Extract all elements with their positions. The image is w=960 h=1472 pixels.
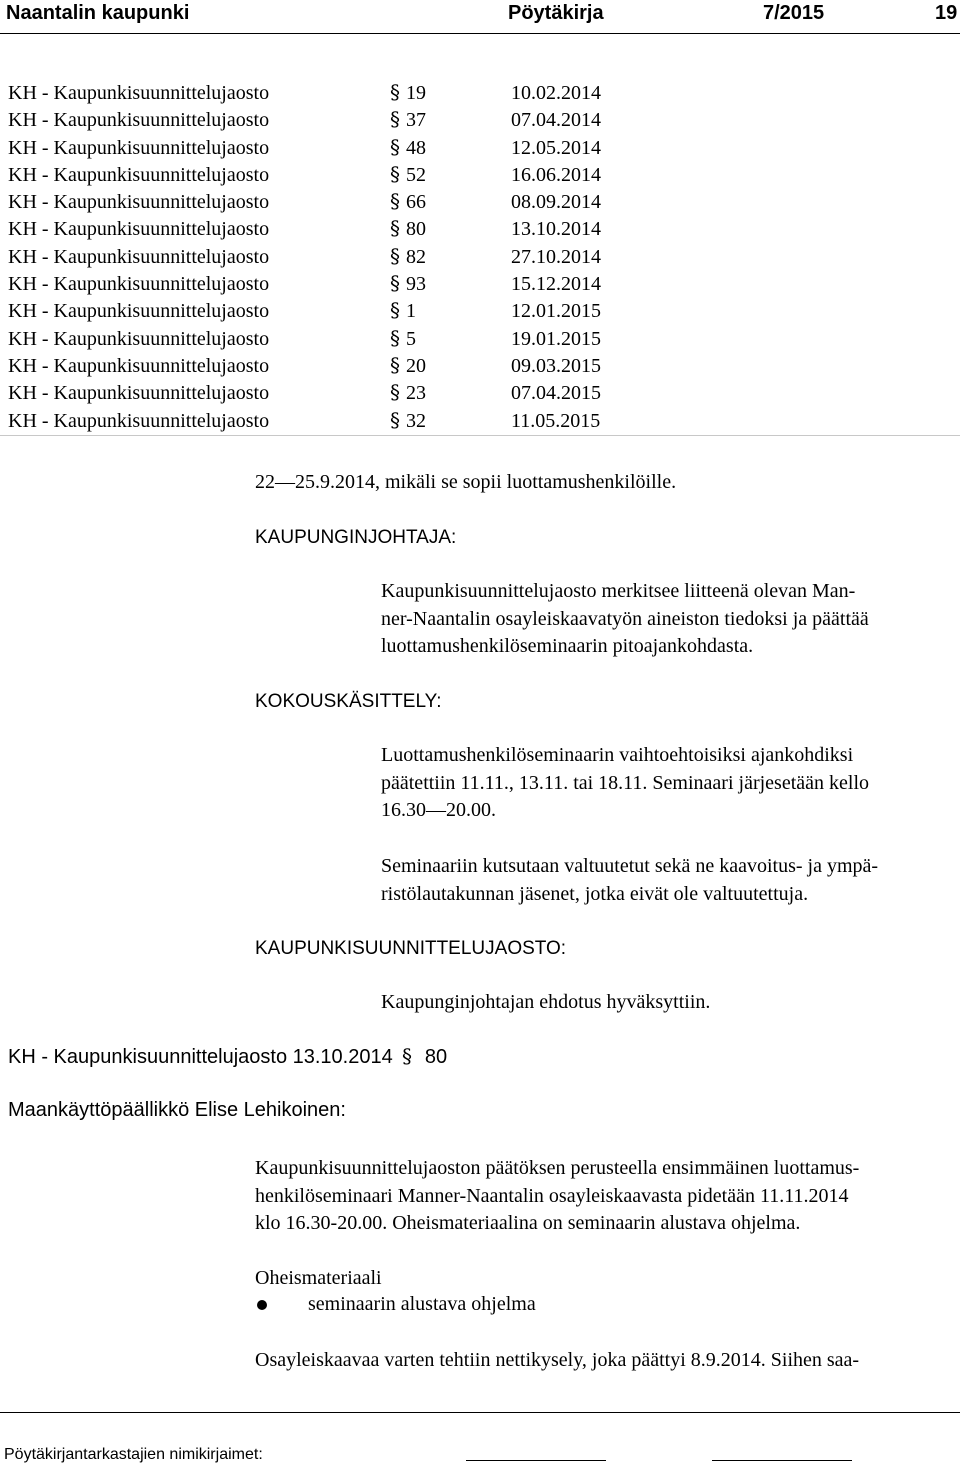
section-number: 80 — [424, 1046, 448, 1068]
handling-line: ristölautakunnan jäsenet, jotka eivät ole valtuutettuja. — [381, 882, 809, 905]
proposal-line: ner-Naantalin osayleiskaavatyön aineiston tiedoksi ja päättää — [381, 607, 869, 630]
history-row-number: 23 — [406, 382, 426, 405]
handling-line: 16.30—20.00. — [381, 799, 496, 821]
history-row-body: KH - Kaupunkisuunnittelujaosto — [8, 300, 270, 323]
svg-text:§: § — [390, 271, 400, 294]
section-paragraph-icon — [389, 216, 403, 238]
section-paragraph-icon — [389, 326, 403, 348]
history-row — [8, 135, 648, 162]
header-page-number: 19 — [935, 2, 958, 24]
history-row — [8, 298, 648, 325]
history-row — [8, 326, 648, 353]
main-paragraph — [255, 1155, 859, 1238]
history-row-number: 19 — [406, 82, 426, 104]
history-row — [8, 162, 648, 189]
history-row-date: 12.01.2015 — [511, 300, 601, 323]
history-row-number: 52 — [406, 163, 426, 186]
history-row-date: 27.10.2014 — [511, 245, 601, 268]
section-paragraph-icon — [389, 135, 403, 157]
attachments-title: Oheismateriaali — [255, 1267, 382, 1289]
handling-line: Luottamushenkilöseminaarin vaihtoehtoisiksi ajankohdiksi — [381, 744, 854, 766]
history-row-number: 80 — [406, 218, 426, 241]
history-list — [8, 80, 648, 435]
history-row — [8, 271, 648, 298]
bullet-icon — [257, 1300, 267, 1310]
svg-text:§: § — [390, 243, 400, 266]
history-row-body: KH - Kaupunkisuunnittelujaosto — [8, 163, 270, 186]
history-row — [8, 353, 648, 380]
svg-text:§: § — [390, 161, 400, 184]
attachment-item: seminaarin alustava ohjelma — [308, 1293, 536, 1315]
history-row-body: KH - Kaupunkisuunnittelujaosto — [8, 109, 270, 132]
svg-text:§: § — [390, 380, 400, 403]
proposal-line: Kaupunkisuunnittelujaosto merkitsee liitteenä olevan Man- — [381, 580, 856, 602]
decision-text: Kaupunginjohtajan ehdotus hyväksyttiin. — [381, 991, 711, 1013]
svg-text:§: § — [390, 134, 400, 157]
history-row-body: KH - Kaupunkisuunnittelujaosto — [8, 245, 270, 268]
history-row-date: 15.12.2014 — [511, 273, 601, 296]
history-row-number: 93 — [406, 273, 426, 296]
history-divider — [0, 435, 960, 436]
survey-text: Osayleiskaavaa varten tehtiin nettikysely, joka päättyi 8.9.2014. Siihen saa- — [255, 1349, 860, 1371]
proposal-line: luottamushenkilöseminaarin pitoajankohdasta. — [381, 635, 754, 657]
history-row — [8, 216, 648, 243]
section-paragraph-icon — [389, 244, 403, 266]
history-row-date: 12.05.2014 — [511, 136, 601, 159]
svg-text:§: § — [390, 107, 400, 130]
paragraph-line: klo 16.30-20.00. Oheismateriaalina on seminaarin alustava ohjelma. — [255, 1212, 801, 1234]
history-row-body: KH - Kaupunkisuunnittelujaosto — [8, 191, 270, 214]
section-paragraph-icon — [389, 271, 403, 293]
section-paragraph-icon — [389, 298, 403, 320]
label-kaupunkisuunnittelujaosto: KAUPUNKISUUNNITTELUJAOSTO: — [255, 938, 567, 959]
svg-text:§: § — [390, 407, 400, 430]
proposal-text — [381, 578, 869, 661]
section-paragraph-icon — [389, 408, 403, 430]
svg-text:§: § — [390, 352, 400, 375]
page-header — [0, 0, 960, 30]
history-row-body: KH - Kaupunkisuunnittelujaosto — [8, 327, 270, 350]
history-row-body: KH - Kaupunkisuunnittelujaosto — [8, 354, 270, 377]
history-row-date: 16.06.2014 — [511, 163, 601, 186]
presenter: Maankäyttöpäällikkö Elise Lehikoinen: — [8, 1099, 346, 1121]
label-kaupunginjohtaja: KAUPUNGINJOHTAJA: — [255, 527, 457, 548]
section-paragraph-icon — [401, 1045, 415, 1067]
label-kokouskasittely: KOKOUSKÄSITTELY: — [255, 691, 442, 712]
history-row-body: KH - Kaupunkisuunnittelujaosto — [8, 273, 270, 296]
dates-text: 22—25.9.2014, mikäli se sopii luottamushenkilöille. — [255, 471, 677, 493]
history-row-number: 5 — [406, 327, 416, 350]
handling-line: päätettiin 11.11., 13.11. tai 18.11. Seminaari järjesetään kello — [381, 771, 870, 794]
signature-line[interactable] — [466, 1460, 606, 1461]
history-row-number: 48 — [406, 136, 426, 159]
history-row-number: 1 — [406, 300, 416, 323]
history-row-date: 07.04.2015 — [511, 382, 601, 405]
svg-text:§: § — [390, 298, 400, 321]
svg-text:§: § — [390, 325, 400, 348]
history-row — [8, 107, 648, 134]
handling-text-1 — [381, 742, 869, 825]
history-row-number: 37 — [406, 109, 426, 132]
history-row — [8, 189, 648, 216]
svg-text:§: § — [390, 216, 400, 239]
svg-text:§: § — [390, 189, 400, 212]
section-title-text: KH - Kaupunkisuunnittelujaosto 13.10.2014 — [8, 1046, 393, 1068]
section-paragraph-icon — [389, 162, 403, 184]
section-paragraph-icon — [389, 353, 403, 375]
header-issue: 7/2015 — [763, 2, 825, 24]
history-row-body: KH - Kaupunkisuunnittelujaosto — [8, 82, 270, 104]
svg-text:§: § — [390, 80, 400, 102]
history-row-date: 08.09.2014 — [511, 191, 601, 214]
history-row-date: 10.02.2014 — [511, 82, 601, 104]
footer-divider — [0, 1412, 960, 1413]
history-row-number: 82 — [406, 245, 426, 268]
handling-line: Seminaariin kutsutaan valtuutetut sekä ne kaavoitus- ja ympä- — [381, 855, 879, 877]
history-row-date: 09.03.2015 — [511, 354, 601, 377]
history-row-number: 66 — [406, 191, 426, 214]
history-row — [8, 244, 648, 271]
signature-line[interactable] — [712, 1460, 852, 1461]
history-row-date: 07.04.2014 — [511, 109, 601, 132]
section-paragraph-icon — [389, 80, 403, 102]
history-row-body: KH - Kaupunkisuunnittelujaosto — [8, 382, 270, 405]
history-row — [8, 408, 648, 435]
svg-text:§: § — [402, 1045, 413, 1067]
footer-label: Pöytäkirjantarkastajien nimikirjaimet: — [4, 1446, 263, 1463]
history-row-number: 32 — [406, 409, 426, 432]
header-doc-type: Pöytäkirja — [508, 2, 604, 24]
history-row-date: 19.01.2015 — [511, 327, 601, 350]
history-row-body: KH - Kaupunkisuunnittelujaosto — [8, 136, 270, 159]
history-row-body: KH - Kaupunkisuunnittelujaosto — [8, 409, 270, 432]
history-row — [8, 380, 648, 407]
paragraph-line: henkilöseminaari Manner-Naantalin osayleiskaavasta pidetään 11.11.2014 — [255, 1184, 849, 1207]
section-title — [8, 1045, 447, 1069]
paragraph-line: Kaupunkisuunnittelujaoston päätöksen perusteella ensimmäinen luottamus- — [255, 1157, 860, 1179]
section-paragraph-icon — [389, 380, 403, 402]
history-row-body: KH - Kaupunkisuunnittelujaosto — [8, 218, 270, 241]
history-row-number: 20 — [406, 354, 426, 377]
header-city: Naantalin kaupunki — [6, 2, 190, 24]
history-row — [8, 80, 648, 107]
history-row-date: 11.05.2015 — [511, 409, 601, 432]
handling-text-2 — [381, 853, 878, 908]
section-paragraph-icon — [389, 189, 403, 211]
history-row-date: 13.10.2014 — [511, 218, 601, 241]
section-paragraph-icon — [389, 107, 403, 129]
header-divider — [0, 33, 960, 34]
